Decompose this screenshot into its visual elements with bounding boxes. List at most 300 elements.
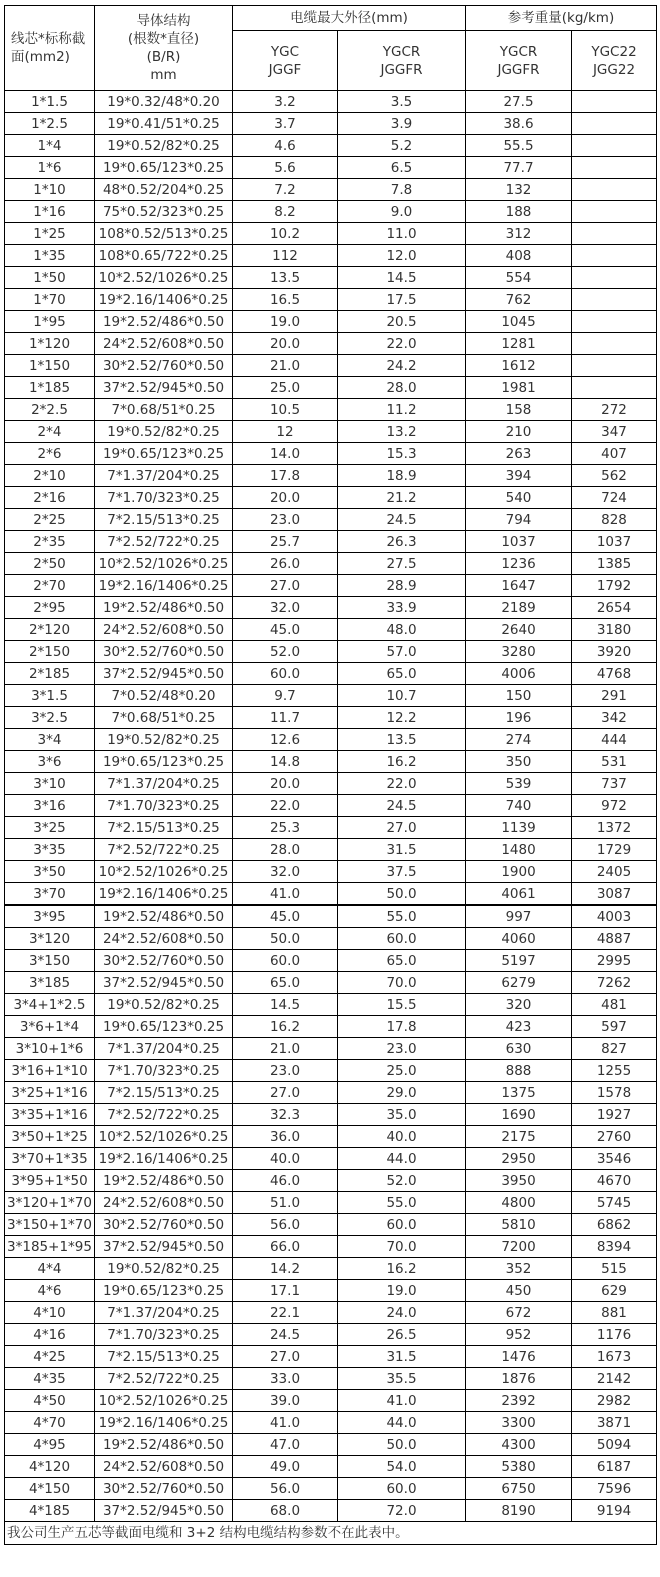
cell-weight-ygcr: 423 [466,1016,572,1038]
cell-conductor-structure: 30*2.52/760*0.50 [95,950,233,972]
cell-core-section: 3*95+1*50 [5,1170,95,1192]
cell-weight-ygc22 [572,223,657,245]
cell-od-ygcr: 65.0 [338,663,466,685]
cell-od-ygcr: 6.5 [338,157,466,179]
header-col-ygc-line1: YGC [270,43,300,60]
table-row [5,1236,657,1258]
cell-core-section: 3*185 [5,972,95,994]
cell-weight-ygcr: 1476 [466,1346,572,1368]
cell-core-section: 3*185+1*95 [5,1236,95,1258]
cell-od-ygc: 47.0 [233,1434,338,1456]
cell-weight-ygc22: 7596 [572,1478,657,1500]
cell-conductor-structure: 7*2.15/513*0.25 [95,509,233,531]
table-row [5,795,657,817]
cell-od-ygcr: 60.0 [338,1214,466,1236]
cell-od-ygc: 36.0 [233,1126,338,1148]
cell-weight-ygcr: 794 [466,509,572,531]
table-row [5,333,657,355]
cell-od-ygc: 25.7 [233,531,338,553]
table-row [5,950,657,972]
cell-core-section: 3*70 [5,883,95,906]
cell-core-section: 3*95 [5,905,95,928]
cell-weight-ygc22: 597 [572,1016,657,1038]
cell-core-section: 2*70 [5,575,95,597]
cell-conductor-structure: 7*1.37/204*0.25 [95,773,233,795]
cell-od-ygcr: 17.5 [338,289,466,311]
cell-weight-ygcr: 672 [466,1302,572,1324]
cell-od-ygcr: 10.7 [338,685,466,707]
cell-od-ygcr: 29.0 [338,1082,466,1104]
cell-weight-ygc22: 1372 [572,817,657,839]
cell-core-section: 3*1.5 [5,685,95,707]
cell-conductor-structure: 19*2.52/486*0.50 [95,905,233,928]
cell-weight-ygcr: 5197 [466,950,572,972]
cell-conductor-structure: 19*0.52/82*0.25 [95,729,233,751]
table-row [5,1390,657,1412]
cell-conductor-structure: 7*1.37/204*0.25 [95,1038,233,1060]
cell-od-ygcr: 5.2 [338,135,466,157]
cell-weight-ygcr: 1139 [466,817,572,839]
cell-weight-ygcr: 5380 [466,1456,572,1478]
cell-core-section: 1*4 [5,135,95,157]
table-row [5,883,657,906]
header-col-ygc22-line1: YGC22 [591,43,637,60]
cell-conductor-structure: 24*2.52/608*0.50 [95,1192,233,1214]
cell-core-section: 4*185 [5,1500,95,1522]
cell-core-section: 3*25+1*16 [5,1082,95,1104]
cell-weight-ygc22: 342 [572,707,657,729]
cell-weight-ygcr: 3280 [466,641,572,663]
cell-core-section: 3*4+1*2.5 [5,994,95,1016]
cell-weight-ygc22: 7262 [572,972,657,994]
cell-conductor-structure: 7*1.70/323*0.25 [95,1324,233,1346]
table-row [5,135,657,157]
cell-od-ygcr: 18.9 [338,465,466,487]
table-row [5,531,657,553]
cell-weight-ygc22: 2405 [572,861,657,883]
cell-weight-ygcr: 539 [466,773,572,795]
cell-od-ygcr: 31.5 [338,1346,466,1368]
cell-conductor-structure: 7*2.52/722*0.25 [95,1368,233,1390]
cell-core-section: 3*70+1*35 [5,1148,95,1170]
cell-od-ygc: 27.0 [233,575,338,597]
cell-od-ygc: 60.0 [233,663,338,685]
cell-core-section: 1*10 [5,179,95,201]
cell-core-section: 3*10 [5,773,95,795]
cell-core-section: 1*185 [5,377,95,399]
cell-core-section: 3*16 [5,795,95,817]
cell-conductor-structure: 19*0.52/82*0.25 [95,421,233,443]
cell-core-section: 3*150+1*70 [5,1214,95,1236]
table-row [5,509,657,531]
cell-conductor-structure: 19*0.65/123*0.25 [95,157,233,179]
cell-weight-ygc22 [572,201,657,223]
cell-od-ygc: 3.7 [233,113,338,135]
cell-weight-ygcr: 8190 [466,1500,572,1522]
table-row [5,1214,657,1236]
cell-conductor-structure: 10*2.52/1026*0.25 [95,1390,233,1412]
cell-weight-ygc22: 347 [572,421,657,443]
cell-od-ygc: 21.0 [233,355,338,377]
cell-conductor-structure: 24*2.52/608*0.50 [95,1456,233,1478]
table-row [5,487,657,509]
cell-conductor-structure: 7*2.52/722*0.25 [95,839,233,861]
cell-weight-ygcr: 320 [466,994,572,1016]
table-row [5,1412,657,1434]
cell-weight-ygc22: 562 [572,465,657,487]
cell-weight-ygc22: 6862 [572,1214,657,1236]
cell-core-section: 3*10+1*6 [5,1038,95,1060]
cell-weight-ygc22: 515 [572,1258,657,1280]
cell-weight-ygc22: 3871 [572,1412,657,1434]
cell-od-ygc: 11.7 [233,707,338,729]
cell-weight-ygc22: 1385 [572,553,657,575]
cell-core-section: 1*150 [5,355,95,377]
cell-weight-ygc22 [572,333,657,355]
cell-weight-ygc22: 6187 [572,1456,657,1478]
cell-od-ygc: 22.1 [233,1302,338,1324]
cell-weight-ygcr: 6279 [466,972,572,994]
cell-od-ygcr: 22.0 [338,333,466,355]
cell-weight-ygc22: 9194 [572,1500,657,1522]
cell-od-ygc: 14.5 [233,994,338,1016]
cell-od-ygcr: 24.5 [338,795,466,817]
header-structure-line2: (根数*直径) [127,31,200,47]
cell-od-ygcr: 27.0 [338,817,466,839]
cell-weight-ygcr: 1612 [466,355,572,377]
cell-weight-ygc22: 629 [572,1280,657,1302]
cell-weight-ygc22 [572,91,657,113]
cell-weight-ygcr: 1981 [466,377,572,399]
header-core-section [5,6,95,91]
cell-weight-ygc22: 1578 [572,1082,657,1104]
table-row [5,1060,657,1082]
cell-od-ygc: 26.0 [233,553,338,575]
cell-weight-ygc22: 407 [572,443,657,465]
cell-conductor-structure: 19*0.32/48*0.20 [95,91,233,113]
table-row [5,928,657,950]
header-outer-diameter-group: 电缆最大外径(mm) [233,6,466,31]
cell-core-section: 1*16 [5,201,95,223]
cell-od-ygc: 24.5 [233,1324,338,1346]
cell-weight-ygc22: 531 [572,751,657,773]
cell-conductor-structure: 19*2.16/1406*0.25 [95,289,233,311]
cell-weight-ygcr: 540 [466,487,572,509]
header-col-ygcr-line2: JGGFR [380,61,423,78]
cell-weight-ygc22: 1037 [572,531,657,553]
table-row [5,1500,657,1522]
cell-weight-ygcr: 1037 [466,531,572,553]
cell-od-ygcr: 24.2 [338,355,466,377]
table-row [5,597,657,619]
cell-weight-ygc22: 5745 [572,1192,657,1214]
cell-weight-ygcr: 4800 [466,1192,572,1214]
cell-core-section: 3*35+1*16 [5,1104,95,1126]
cell-od-ygcr: 16.2 [338,1258,466,1280]
cell-od-ygcr: 72.0 [338,1500,466,1522]
cell-od-ygc: 20.0 [233,773,338,795]
cell-od-ygc: 45.0 [233,905,338,928]
cell-od-ygc: 5.6 [233,157,338,179]
table-row [5,729,657,751]
cell-od-ygcr: 70.0 [338,1236,466,1258]
cell-od-ygcr: 26.3 [338,531,466,553]
table-row [5,1258,657,1280]
cell-weight-ygc22: 881 [572,1302,657,1324]
cell-weight-ygcr: 4061 [466,883,572,906]
cell-od-ygc: 21.0 [233,1038,338,1060]
cell-weight-ygcr: 352 [466,1258,572,1280]
table-row [5,1368,657,1390]
table-row [5,1302,657,1324]
cell-od-ygcr: 54.0 [338,1456,466,1478]
cell-core-section: 4*70 [5,1412,95,1434]
cell-weight-ygc22: 3087 [572,883,657,906]
cell-od-ygc: 19.0 [233,311,338,333]
cell-weight-ygc22: 1927 [572,1104,657,1126]
cell-conductor-structure: 75*0.52/323*0.25 [95,201,233,223]
cell-core-section: 3*150 [5,950,95,972]
cell-od-ygcr: 55.0 [338,905,466,928]
table-row [5,1478,657,1500]
table-row [5,641,657,663]
cell-od-ygc: 32.3 [233,1104,338,1126]
table-row [5,1082,657,1104]
table-row [5,1346,657,1368]
table-row [5,245,657,267]
cell-weight-ygcr: 1480 [466,839,572,861]
cell-od-ygcr: 15.5 [338,994,466,1016]
cell-conductor-structure: 19*2.52/486*0.50 [95,311,233,333]
cell-conductor-structure: 19*0.52/82*0.25 [95,994,233,1016]
table-row [5,1104,657,1126]
cell-weight-ygc22: 3920 [572,641,657,663]
cable-spec-document [4,5,656,1545]
cell-conductor-structure: 19*0.41/51*0.25 [95,113,233,135]
cell-od-ygcr: 21.2 [338,487,466,509]
table-row [5,663,657,685]
header-col-ygc22-line2: JGG22 [592,61,636,78]
cell-weight-ygcr: 7200 [466,1236,572,1258]
table-row [5,399,657,421]
cell-od-ygcr: 28.0 [338,377,466,399]
cell-weight-ygcr: 1690 [466,1104,572,1126]
cell-core-section: 1*25 [5,223,95,245]
cell-od-ygcr: 48.0 [338,619,466,641]
cell-core-section: 2*50 [5,553,95,575]
cell-weight-ygc22 [572,245,657,267]
cell-od-ygc: 8.2 [233,201,338,223]
cell-weight-ygc22: 4887 [572,928,657,950]
cell-od-ygc: 4.6 [233,135,338,157]
cell-conductor-structure: 10*2.52/1026*0.25 [95,861,233,883]
cell-conductor-structure: 37*2.52/945*0.50 [95,377,233,399]
cell-od-ygc: 7.2 [233,179,338,201]
cell-weight-ygc22 [572,289,657,311]
cell-weight-ygcr: 3950 [466,1170,572,1192]
cell-od-ygcr: 3.9 [338,113,466,135]
cell-od-ygcr: 24.0 [338,1302,466,1324]
cell-weight-ygcr: 2950 [466,1148,572,1170]
cell-conductor-structure: 37*2.52/945*0.50 [95,1500,233,1522]
cell-core-section: 3*25 [5,817,95,839]
cell-weight-ygc22: 724 [572,487,657,509]
table-row [5,311,657,333]
cell-od-ygc: 27.0 [233,1082,338,1104]
header-col-ygc-line2: JGGF [268,61,302,78]
cell-conductor-structure: 24*2.52/608*0.50 [95,619,233,641]
cell-weight-ygcr: 38.6 [466,113,572,135]
cell-od-ygc: 22.0 [233,795,338,817]
cell-od-ygc: 32.0 [233,861,338,883]
table-row [5,223,657,245]
table-row [5,91,657,113]
cell-weight-ygcr: 3300 [466,1412,572,1434]
header-structure-line1: 导体结构 [136,13,191,29]
cell-od-ygcr: 12.0 [338,245,466,267]
table-row [5,1324,657,1346]
table-row [5,443,657,465]
cell-weight-ygcr: 450 [466,1280,572,1302]
cell-conductor-structure: 7*2.15/513*0.25 [95,817,233,839]
cell-od-ygcr: 16.2 [338,751,466,773]
cell-core-section: 2*16 [5,487,95,509]
cell-conductor-structure: 37*2.52/945*0.50 [95,663,233,685]
cell-od-ygc: 40.0 [233,1148,338,1170]
cell-od-ygc: 23.0 [233,1060,338,1082]
cell-weight-ygc22 [572,179,657,201]
cell-conductor-structure: 30*2.52/760*0.50 [95,641,233,663]
cell-weight-ygcr: 2392 [466,1390,572,1412]
cell-weight-ygc22: 4003 [572,905,657,928]
cell-conductor-structure: 7*2.15/513*0.25 [95,1346,233,1368]
cell-od-ygc: 60.0 [233,950,338,972]
cell-core-section: 1*35 [5,245,95,267]
cell-od-ygcr: 27.5 [338,553,466,575]
table-row [5,817,657,839]
cell-weight-ygcr: 6750 [466,1478,572,1500]
cell-conductor-structure: 19*2.16/1406*0.25 [95,883,233,906]
table-row [5,421,657,443]
cell-od-ygcr: 57.0 [338,641,466,663]
cell-od-ygcr: 60.0 [338,1478,466,1500]
cell-conductor-structure: 7*0.68/51*0.25 [95,399,233,421]
header-col-ygcr-jggfr [338,31,466,91]
cell-core-section: 1*1.5 [5,91,95,113]
cell-core-section: 2*6 [5,443,95,465]
cell-weight-ygcr: 2189 [466,597,572,619]
cell-conductor-structure: 19*0.65/123*0.25 [95,751,233,773]
cell-od-ygc: 3.2 [233,91,338,113]
cell-od-ygc: 52.0 [233,641,338,663]
cell-od-ygcr: 11.0 [338,223,466,245]
cell-weight-ygcr: 1876 [466,1368,572,1390]
cell-weight-ygc22: 291 [572,685,657,707]
cell-conductor-structure: 24*2.52/608*0.50 [95,928,233,950]
cell-weight-ygcr: 1647 [466,575,572,597]
cell-od-ygc: 10.2 [233,223,338,245]
cell-weight-ygcr: 188 [466,201,572,223]
cell-core-section: 2*10 [5,465,95,487]
cell-od-ygcr: 19.0 [338,1280,466,1302]
cell-conductor-structure: 48*0.52/204*0.25 [95,179,233,201]
cell-weight-ygcr: 4006 [466,663,572,685]
header-weight-group: 参考重量(kg/km) [466,6,657,31]
table-row [5,1192,657,1214]
header-core-line1: 线芯*标称截 [11,31,86,47]
cell-core-section: 3*16+1*10 [5,1060,95,1082]
cell-od-ygcr: 37.5 [338,861,466,883]
cell-weight-ygcr: 274 [466,729,572,751]
cell-weight-ygc22: 5094 [572,1434,657,1456]
cell-weight-ygcr: 1375 [466,1082,572,1104]
cell-core-section: 3*50 [5,861,95,883]
cell-conductor-structure: 37*2.52/945*0.50 [95,1236,233,1258]
cell-core-section: 2*35 [5,531,95,553]
cell-conductor-structure: 108*0.52/513*0.25 [95,223,233,245]
cell-od-ygc: 27.0 [233,1346,338,1368]
cell-od-ygc: 20.0 [233,487,338,509]
cell-weight-ygcr: 55.5 [466,135,572,157]
cell-conductor-structure: 30*2.52/760*0.50 [95,1214,233,1236]
cell-core-section: 4*50 [5,1390,95,1412]
cell-od-ygc: 33.0 [233,1368,338,1390]
cell-core-section: 4*25 [5,1346,95,1368]
header-col-weight-ygcr-line1: YGCR [499,43,538,60]
cell-od-ygcr: 65.0 [338,950,466,972]
cell-core-section: 3*6+1*4 [5,1016,95,1038]
cell-weight-ygc22: 828 [572,509,657,531]
cell-od-ygc: 56.0 [233,1478,338,1500]
cell-od-ygcr: 55.0 [338,1192,466,1214]
cell-weight-ygcr: 4060 [466,928,572,950]
cell-weight-ygcr: 762 [466,289,572,311]
cell-core-section: 4*16 [5,1324,95,1346]
header-structure-line4: mm [150,67,177,83]
cell-weight-ygc22: 1673 [572,1346,657,1368]
cell-weight-ygcr: 2640 [466,619,572,641]
cell-weight-ygcr: 394 [466,465,572,487]
table-row [5,465,657,487]
cell-od-ygcr: 25.0 [338,1060,466,1082]
table-row [5,1280,657,1302]
cell-weight-ygcr: 888 [466,1060,572,1082]
cell-od-ygcr: 26.5 [338,1324,466,1346]
cell-conductor-structure: 19*2.52/486*0.50 [95,1170,233,1192]
header-col-ygc22-jgg22 [572,31,657,91]
cell-conductor-structure: 19*0.65/123*0.25 [95,443,233,465]
cell-weight-ygcr: 4300 [466,1434,572,1456]
cell-weight-ygcr: 952 [466,1324,572,1346]
cell-weight-ygcr: 263 [466,443,572,465]
cell-od-ygcr: 11.2 [338,399,466,421]
cell-weight-ygcr: 1045 [466,311,572,333]
table-row [5,1016,657,1038]
cell-conductor-structure: 7*2.52/722*0.25 [95,531,233,553]
cell-od-ygc: 20.0 [233,333,338,355]
cell-weight-ygcr: 740 [466,795,572,817]
cell-core-section: 1*120 [5,333,95,355]
cell-od-ygc: 25.3 [233,817,338,839]
cell-od-ygc: 50.0 [233,928,338,950]
cell-od-ygcr: 60.0 [338,928,466,950]
cell-core-section: 3*2.5 [5,707,95,729]
cell-weight-ygc22 [572,113,657,135]
cell-od-ygc: 25.0 [233,377,338,399]
cell-conductor-structure: 19*0.52/82*0.25 [95,1258,233,1280]
header-core-line2: 面(mm2) [11,49,70,65]
cell-od-ygcr: 31.5 [338,839,466,861]
